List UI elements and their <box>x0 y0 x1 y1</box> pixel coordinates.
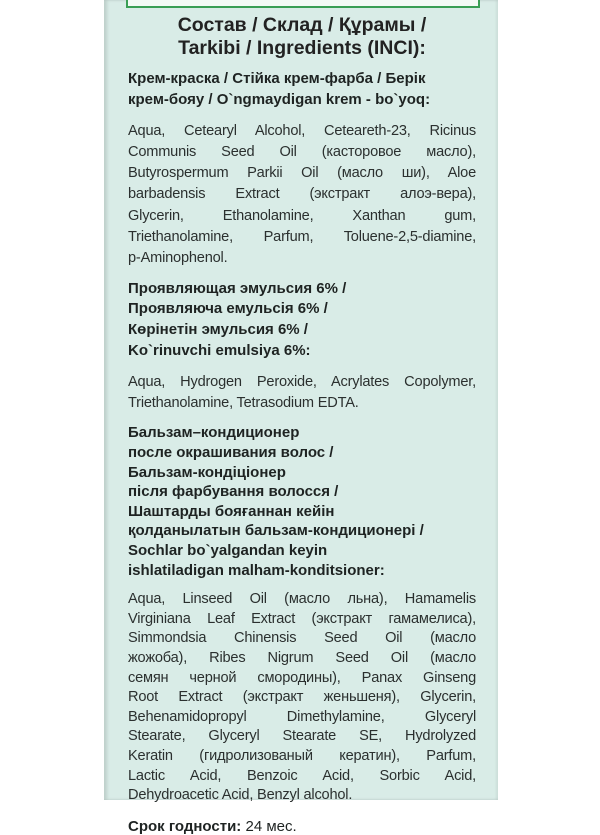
ingredient-section <box>128 69 476 270</box>
ingredient-line: Glycerin, Ethanolamine, Xanthan gum, <box>128 207 476 224</box>
section-heading-line: Проявляюча емульсія 6% / <box>128 300 328 318</box>
ingredient-line: жожоба), Ribes Nigrum Seed Oil (масло <box>128 649 476 666</box>
ingredient-line: Root Extract (экстракт женьшеня), Glycerin, <box>128 689 476 706</box>
section-heading-line: крем-бояу / O`ngmaydigan krem - bo`yoq: <box>128 90 431 108</box>
ingredient-line: Aqua, Hydrogen Peroxide, Acrylates Copolymer, <box>128 373 476 390</box>
ingredient-section <box>128 279 476 415</box>
ingredient-line: Triethanolamine, Parfum, Toluene-2,5-diamine, <box>128 229 476 246</box>
ingredient-line: Communis Seed Oil (касторовое масло), <box>128 143 476 160</box>
section-heading-line: Ko`rinuvchi emulsiya 6%: <box>128 342 311 360</box>
ingredient-line: Triethanolamine, Tetrasodium EDTA. <box>128 395 359 412</box>
ingredient-line: barbadensis Extract (экстракт алоэ-вера), <box>128 186 476 203</box>
ingredient-section <box>128 423 476 805</box>
section-heading-line: Sochlar bo`yalgandan keyin <box>128 542 328 560</box>
section-heading-line: Проявляющая эмульсия 6% / <box>128 279 347 297</box>
ingredient-list <box>128 590 476 806</box>
shelf-life-label: Срок годности: <box>128 817 242 835</box>
ingredients-title <box>128 14 476 60</box>
shelf-life <box>128 818 476 835</box>
ingredients-panel <box>128 14 476 835</box>
ingredient-line: Aqua, Cetearyl Alcohol, Ceteareth-23, Ricinus <box>128 122 476 139</box>
section-heading <box>128 279 476 362</box>
ingredient-list <box>128 372 476 415</box>
section-heading-line: Бальзам-кондіціонер <box>128 463 286 481</box>
title-line: Tarkibi / Ingredients (INCI): <box>178 37 426 59</box>
section-heading-line: Шаштарды бояғаннан кейін <box>128 502 335 520</box>
ingredient-line: p-Aminophenol. <box>128 250 228 267</box>
section-heading-line: Крем-краска / Стійка крем-фарба / Берік <box>128 70 426 87</box>
ingredient-line: Virginiana Leaf Extract (экстракт гамамелиса), <box>128 610 476 627</box>
ingredient-line: Aqua, Linseed Oil (масло льна), Hamamelis <box>128 591 476 608</box>
ingredient-line: Stearate, Glyceryl Stearate SE, Hydrolyzed <box>128 728 476 745</box>
ingredient-line: Simmondsia Chinensis Seed Oil (масло <box>128 630 476 647</box>
ingredient-line: семян черной смородины), Panax Ginseng <box>128 669 476 686</box>
green-frame-decoration <box>126 0 480 8</box>
section-heading-line: ishlatiladigan malham-konditsioner: <box>128 561 385 579</box>
section-heading-line: қолданылатын бальзам-кондиционері / <box>128 522 424 540</box>
shelf-life-value: 24 мес. <box>245 817 297 835</box>
section-heading <box>128 69 476 111</box>
ingredient-line: Keratin (гидролизованый кератин), Parfum, <box>128 747 476 764</box>
section-heading-line: Бальзам–кондиционер <box>128 424 300 442</box>
section-heading-line: Көрінетін эмульсия 6% / <box>128 321 308 339</box>
ingredient-line: Lactic Acid, Benzoic Acid, Sorbic Acid, <box>128 767 476 784</box>
ingredient-list <box>128 121 476 270</box>
section-heading-line: після фарбування волосся / <box>128 483 339 501</box>
ingredient-line: Dehydroacetic Acid, Benzyl alcohol. <box>128 787 353 804</box>
ingredient-line: Behenamidopropyl Dimethylamine, Glyceryl <box>128 708 476 725</box>
section-heading-line: после окрашивания волос / <box>128 444 334 462</box>
section-heading <box>128 423 476 580</box>
title-line: Состав / Склад / Құрамы / <box>177 14 427 36</box>
ingredient-line: Butyrospermum Parkii Oil (масло ши), Aloe <box>128 165 476 182</box>
